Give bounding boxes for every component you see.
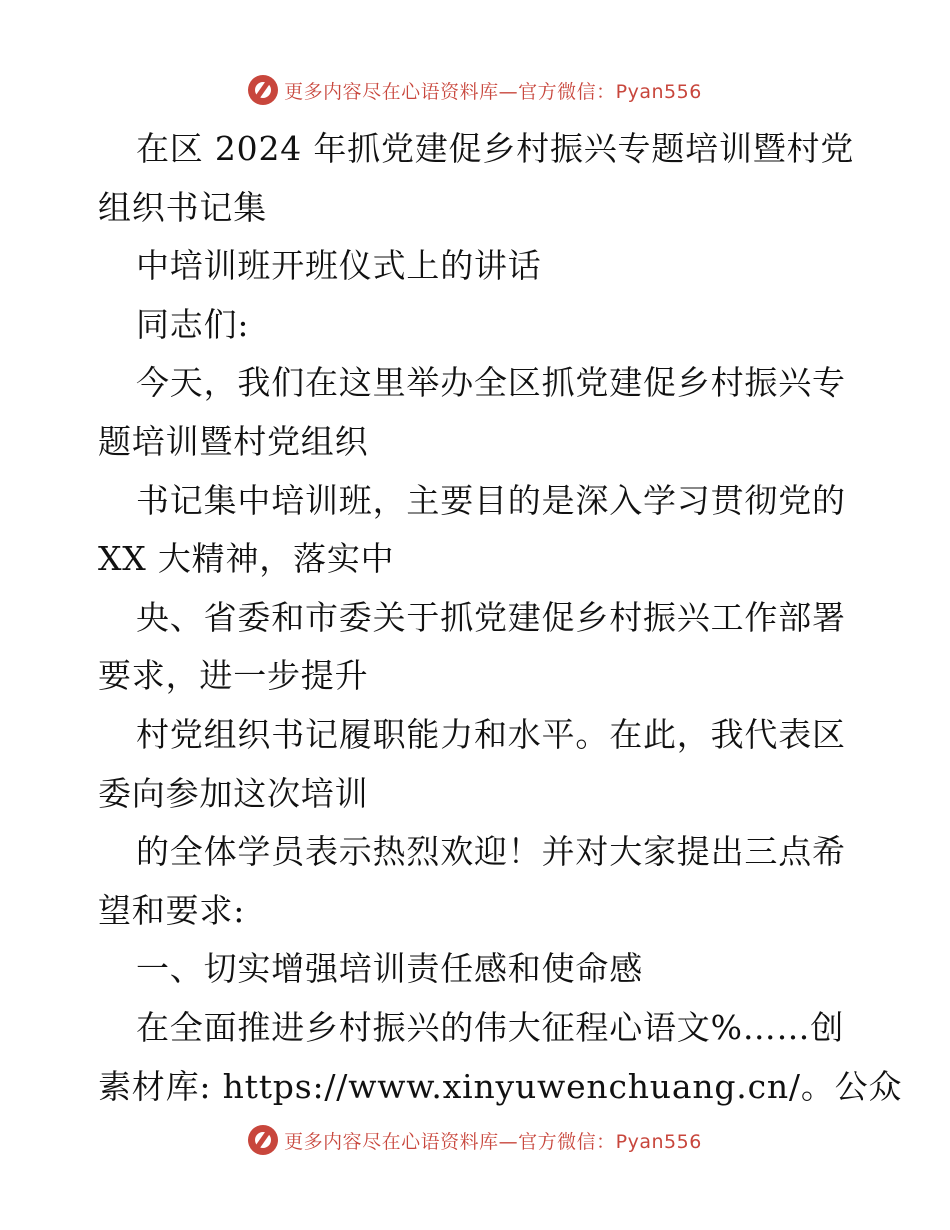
footer-banner — [0, 1120, 950, 1160]
text-line: 书记集中培训班，主要目的是深入学习贯彻党的 — [136, 480, 846, 520]
text-line: 的全体学员表示热烈欢迎！并对大家提出三点希 — [136, 832, 846, 872]
text-line: 素材库: https://www.xinyuwenchuang.cn/。公众 — [98, 1066, 903, 1106]
text-line: 在全面推进乡村振兴的伟大征程心语文%……创 — [136, 1007, 845, 1047]
text-line: 今天，我们在这里举办全区抓党建促乡村振兴专 — [136, 363, 846, 403]
text-line: 要求，进一步提升 — [98, 656, 369, 696]
text-line: 村党组织书记履职能力和水平。在此，我代表区 — [136, 714, 846, 754]
text-line: 同志们: — [136, 304, 250, 344]
text-line: 望和要求: — [98, 890, 246, 930]
pen-nib-logo-icon — [248, 1125, 278, 1155]
document-body — [98, 120, 903, 1116]
footer-banner-text: 更多内容尽在心语资料库—官方微信：Pyan556 — [284, 1130, 702, 1153]
text-line: 组织书记集 — [98, 187, 267, 227]
section-heading: 一、切实增强培训责任感和使命感 — [136, 949, 643, 989]
text-line: XX 大精神，落实中 — [98, 539, 395, 579]
text-line: 央、省委和市委关于抓党建促乡村振兴工作部署 — [136, 597, 846, 637]
header-banner-text: 更多内容尽在心语资料库—官方微信：Pyan556 — [284, 80, 702, 103]
pen-nib-logo-icon — [248, 75, 278, 105]
text-line: 中培训班开班仪式上的讲话 — [136, 246, 542, 286]
text-line: 委向参加这次培训 — [98, 773, 369, 813]
text-line: 题培训暨村党组织 — [98, 421, 369, 461]
text-line: 在区 2024 年抓党建促乡村振兴专题培训暨村党 — [136, 129, 855, 168]
header-banner — [0, 70, 950, 110]
